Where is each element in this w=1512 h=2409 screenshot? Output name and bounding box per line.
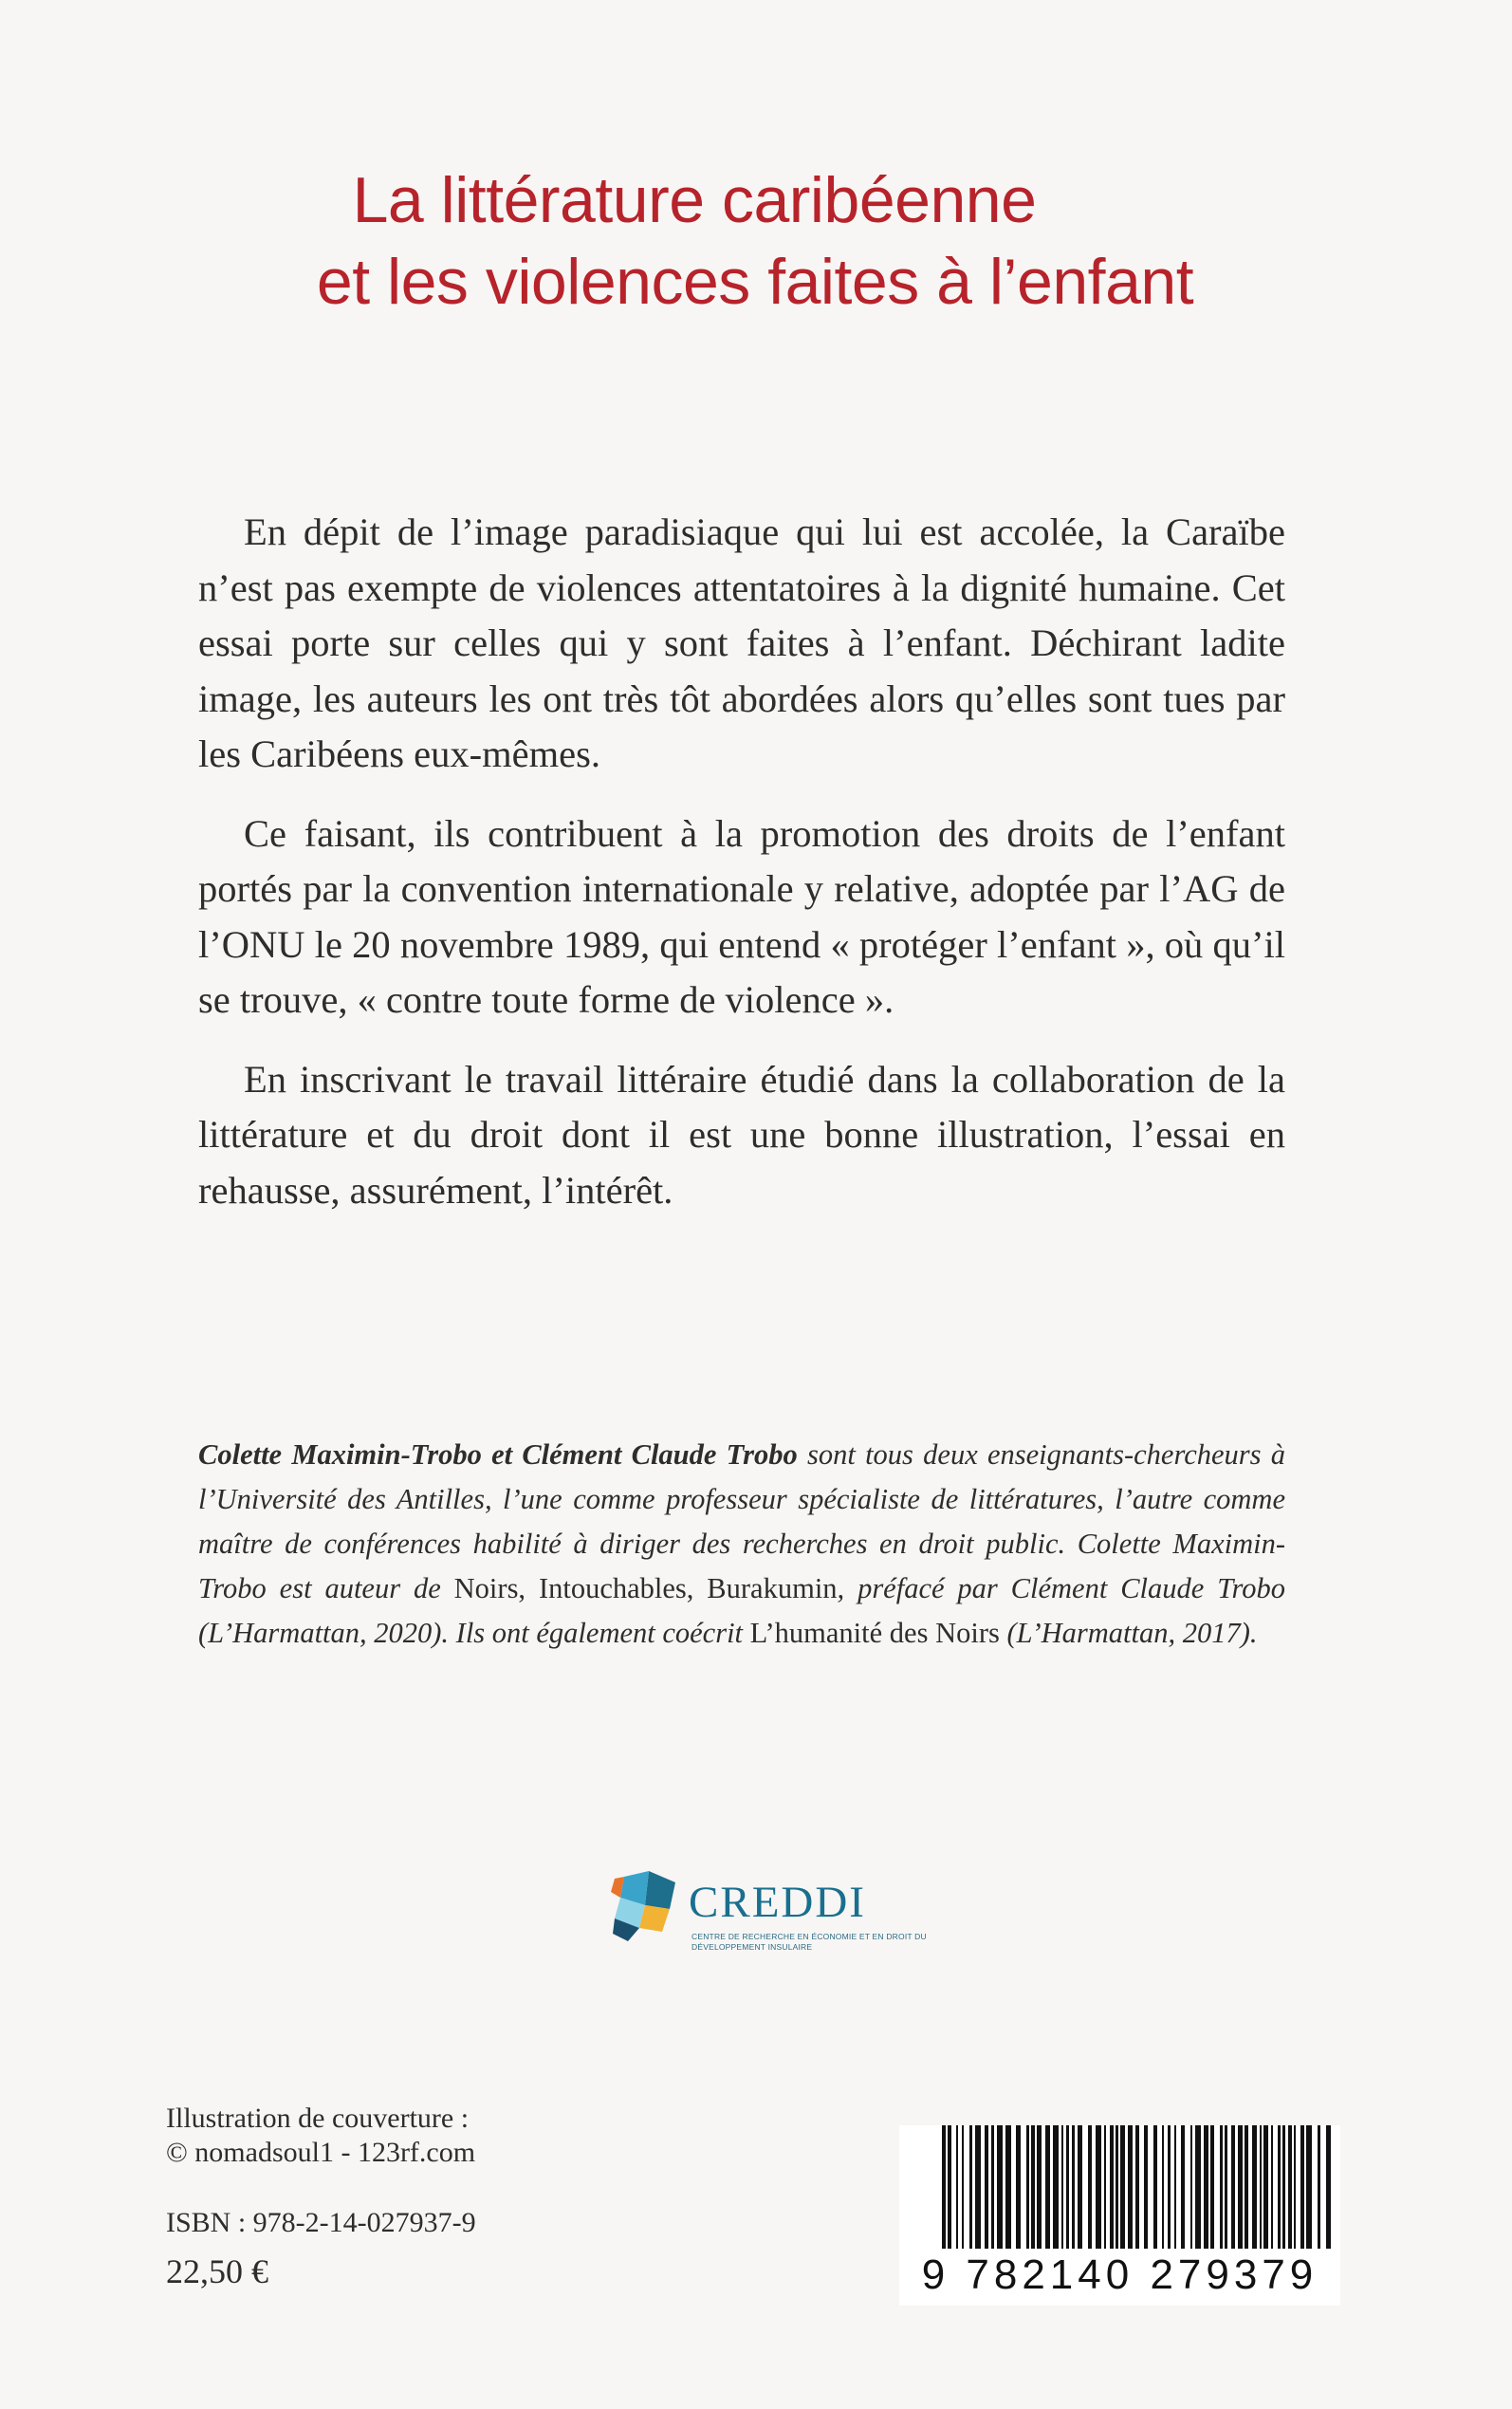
barcode-bar [1120,2125,1125,2258]
barcode-bar [1104,2125,1106,2258]
barcode-bar [942,2125,946,2258]
barcode-bar [969,2125,972,2258]
barcode-bar [1072,2125,1075,2258]
barcode-bar [1252,2125,1257,2258]
bio-text: sont tous deux enseignants-chercheurs à l’Université des Antilles, l’une comme professeur spécialiste de littératures, l’autre comme maître de conférences habilité à diriger des recherches en droit public. Colette Maximin-Trobo est auteur de [198,1438,1285,1604]
barcode-bar [1326,2125,1331,2258]
bio-text: (L’Harmattan, 2017). [999,1617,1258,1649]
barcode-bar [1204,2125,1208,2258]
barcode-bar [1026,2125,1029,2258]
credit-source: © nomadsoul1 - 123rf.com [166,2137,476,2168]
barcode-bar [1271,2125,1273,2258]
summary-paragraph: En inscrivant le travail littéraire étudié dans la collaboration de la littérature et du droit dont il est une bonne illustration, l’essai en rehausse, assurément, l’intérêt. [198,1057,1285,1212]
barcode-bar [1016,2125,1021,2258]
barcode-bars [899,2125,1340,2258]
barcode-bar [1263,2125,1268,2258]
barcode-bar [1031,2125,1035,2258]
barcode-bar [1318,2125,1320,2258]
barcode-bar [1278,2125,1281,2258]
logo-subtitle: CENTRE DE RECHERCHE EN ÉCONOMIE ET EN DROIT DU DÉVELOPPEMENT INSULAIRE [691,1932,927,1952]
logo-name: CREDDI [689,1878,866,1927]
author-bio [198,1433,1285,1656]
barcode-bar [1225,2125,1227,2258]
back-cover-summary [198,505,1285,1242]
barcode-bar [1210,2125,1214,2258]
barcode-bar [1245,2125,1248,2258]
barcode-bar [997,2125,1003,2258]
barcode-bar [1005,2125,1011,2258]
barcode-bar [991,2125,994,2258]
book-title-ref: Noirs, Intouchables, Burakumin [453,1572,838,1604]
barcode-bar [1195,2125,1201,2258]
book-title-ref: L’humanité des Noirs [749,1617,1000,1649]
cover-illustration-credit [166,2102,475,2170]
barcode-bar [1306,2125,1312,2258]
barcode-bar [1116,2125,1118,2258]
barcode-bar [1078,2125,1082,2258]
barcode-bar [1282,2125,1285,2258]
title-line-1: La littérature caribéenne [352,164,1037,236]
barcode-bar [1300,2125,1304,2258]
barcode-bar [956,2125,958,2258]
barcode [899,2125,1340,2306]
barcode-bar [1238,2125,1243,2258]
barcode-bar [1153,2125,1157,2258]
barcode-bar [1066,2125,1069,2258]
barcode-bar [1144,2125,1148,2258]
bio-text: , préfacé par Clément Claude Trobo (L’Harmattan, 2020). Ils ont également coécrit [198,1572,1285,1649]
barcode-bar [1128,2125,1133,2258]
barcode-bar [1260,2125,1262,2258]
barcode-bar [1168,2125,1171,2258]
barcode-bar [975,2125,981,2258]
barcode-bar [1231,2125,1235,2258]
credit-label: Illustration de couverture : [166,2103,470,2134]
summary-paragraph: Ce faisant, ils contribuent à la promotion des droits de l’enfant portés par la convention internationale y relative, adoptée par l’AG de l’ONU le 20 novembre 1989, qui entend « protéger l’enfant », où qu’il se trouve, « contre toute forme de violence ». [198,811,1285,1021]
creddi-emblem-icon [607,1850,692,1964]
book-title [0,159,1512,323]
barcode-bar [985,2125,988,2258]
barcode-bar [1037,2125,1042,2258]
barcode-bar [962,2125,964,2258]
barcode-bar [948,2125,951,2258]
summary-paragraph: En dépit de l’image paradisiaque qui lui est accolée, la Caraïbe n’est pas exempte de violences attentatoires à la dignité humaine. Cet essai porte sur celles qui y sont faites à l’enfant. Déchirant ladite image, les auteurs les ont très tôt abordées alors qu’elles sont tues par les Caribéens eux-mêmes. [198,510,1285,775]
barcode-bar [1220,2125,1223,2258]
barcode-bar [1181,2125,1185,2258]
title-line-2: et les violences faites à l’enfant [316,246,1194,318]
isbn: ISBN : 978-2-14-027937-9 [166,2207,476,2238]
creddi-logo [607,1850,927,1974]
barcode-bar [1053,2125,1059,2258]
barcode-bar [1045,2125,1050,2258]
barcode-bar [1135,2125,1139,2258]
barcode-digits: 9 782140 279379 [899,2249,1340,2302]
author-names: Colette Maximin-Trobo et Clément Claude Trobo [198,1438,798,1471]
barcode-bar [1061,2125,1063,2258]
barcode-bar [1190,2125,1192,2258]
barcode-bar [1096,2125,1101,2258]
barcode-bar [1174,2125,1176,2258]
barcode-bar [1110,2125,1114,2258]
price: 22,50 € [166,2252,268,2290]
barcode-bar [1162,2125,1164,2258]
barcode-bar [1088,2125,1092,2258]
barcode-bar [1294,2125,1296,2258]
barcode-bar [1288,2125,1292,2258]
